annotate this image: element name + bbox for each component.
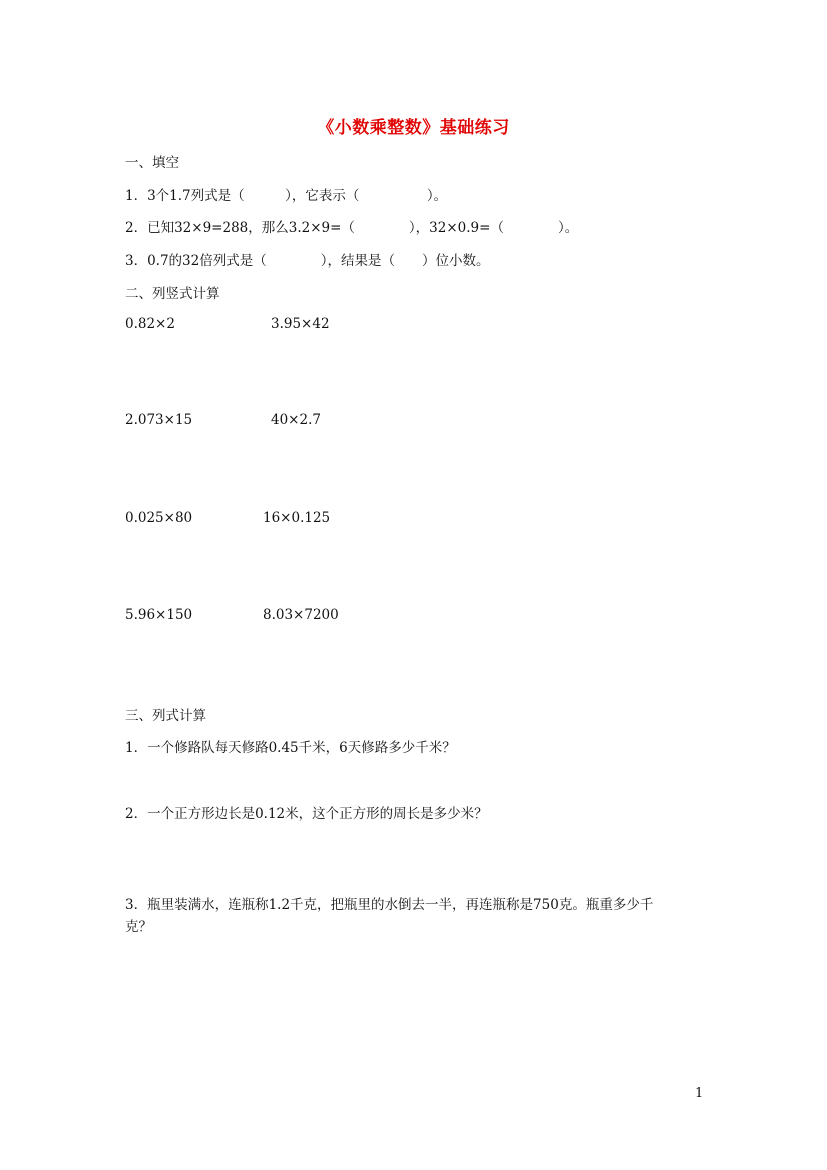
fill-blank-q1: 1．3个1.7列式是（ ），它表示（ ）。	[125, 188, 448, 204]
page-title: 《小数乘整数》基础练习	[317, 118, 510, 138]
calc-item: 0.025×80	[125, 510, 193, 526]
calc-item: 16×0.125	[263, 510, 331, 526]
calc-item: 5.96×150	[125, 607, 193, 623]
word-problem-q2: 2．一个正方形边长是0.12米，这个正方形的周长是多少米？	[125, 806, 488, 822]
section2-heading: 二、列竖式计算	[125, 286, 220, 302]
calc-item: 40×2.7	[271, 412, 321, 428]
section1-heading: 一、填空	[125, 155, 179, 171]
word-problem-q1: 1．一个修路队每天修路0.45千米，6天修路多少千米？	[125, 740, 456, 756]
calc-item: 0.82×2	[125, 316, 175, 332]
section3-heading: 三、列式计算	[125, 708, 206, 724]
word-problem-q3-line2: 克？	[125, 919, 152, 935]
calc-item: 2.073×15	[125, 412, 193, 428]
fill-blank-q3: 3．0.7的32倍列式是（ ），结果是（ ）位小数。	[125, 253, 490, 269]
fill-blank-q2: 2．已知32×9=288，那么3.2×9=（ ），32×0.9=（ ）。	[125, 220, 579, 236]
calc-item: 3.95×42	[271, 316, 330, 332]
page-number: 1	[695, 1086, 704, 1101]
word-problem-q3-line1: 3．瓶里装满水，连瓶称1.2千克，把瓶里的水倒去一半，再连瓶称是750克。瓶重多少千	[125, 897, 654, 913]
calc-item: 8.03×7200	[263, 607, 339, 623]
